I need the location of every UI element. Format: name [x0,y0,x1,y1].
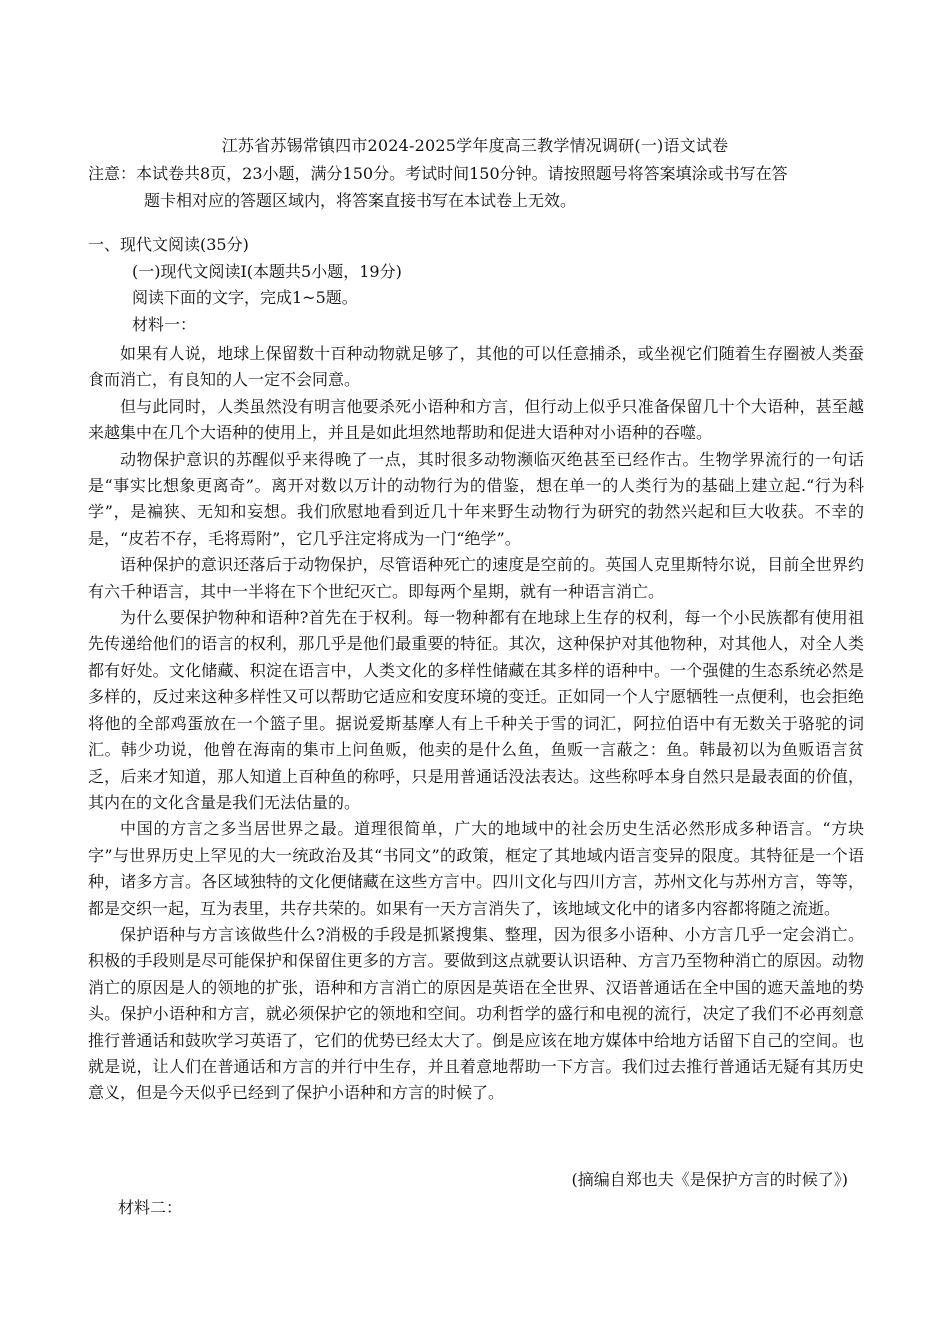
material-one-label: 材料一： [132,314,197,334]
section-heading-block [88,232,894,338]
material-two-label: 材料二： [118,1198,183,1217]
paragraph: 如果有人说，地球上保留数十百种动物就足够了，其他的可以任意捕杀，或坐视它们随着生存圈被人类蚕食而消亡，有良知的人一定不会同意。 [88,344,864,390]
reading-instruction: 阅读下面的文字，完成1~5题。 [132,288,358,307]
subsection-heading: (一)现代文阅读Ⅰ(本题共5小题，19分) [132,261,402,281]
paragraph: 但与此同时，人类虽然没有明言他要杀死小语种和方言，但行动上似乎只准备保留几十个大语种，甚至越来越集中在几个大语种的使用上，并且是如此坦然地帮助和促进大语种对小语种的吞噬。 [88,396,864,443]
section-heading: 一、现代文阅读(35分) [88,235,249,254]
paragraph: 中国的方言之多当居世界之最。道理很简单，广大的地域中的社会历史生活必然形成多种语言。“方块字”与世界历史上罕见的大一统政治及其“书同文”的政策，框定了其地域内语言变异的限度。其特征是一个语种，诸多方言。各区域独特的文化便储藏在这些方言中。四川文化与四川方言，苏州文化与苏州方言，等等，都是交织一起，互为表里，共存共荣的。如果有一天方言消失了，该地域文化中的诸多内容都将随之流逝。 [88,819,864,918]
material-one-text [88,341,864,1107]
paragraph: 为什么要保护物种和语种?首先在于权利。每一物种都有在地球上生存的权利，每一个小民族都有使用祖先传递给他们的语言的权利，那几乎是他们最重要的特征。其次，这种保护对其他物种，对其他人，对全人类都有好处。文化储藏、积淀在语言中，人类文化的多样性储藏在其多样的语种中。一个强健的生态系统必然是多样的，反过来这种多样性又可以帮助它适应和安度环境的变迁。正如同一个人宁愿牺牲一点便利，也会拒绝将他的全部鸡蛋放在一个篮子里。据说爱斯基摩人有上千种关于雪的词汇，阿拉伯语中有无数关于骆驼的词汇。韩少功说，他曾在海南的集市上问鱼贩，他卖的是什么鱼，鱼贩一言蔽之：鱼。韩最初以为鱼贩语言贫乏，后来才知道，那人知道上百种鱼的称呼，只是用普通话没法表达。这些称呼本身自然只是最表面的价值，其内在的文化含量是我们无法估量的。 [88,608,864,812]
paragraph: 动物保护意识的苏醒似乎来得晚了一点，其时很多动物濒临灭绝甚至已经作古。生物学界流行的一句话是“事实比想象更离奇”。离开对数以万计的动物行为的借鉴，想在单一的人类行为的基础上建立起.“行为科学”，是褊狭、无知和妄想。我们欣慰地看到近几十年来野生动物行为研究的勃然兴起和巨大收获。不幸的是，“皮若不存，毛将焉附”，它几乎注定将成为一门“绝学”。 [88,449,864,548]
source-citation: (摘编自郑也夫《是保护方言的时候了》) [571,1170,848,1189]
paragraph: 保护语种与方言该做些什么?消极的手段是抓紧搜集、整理，因为很多小语种、小方言几乎一定会消亡。积极的手段则是尽可能保护和保留住更多的方言。要做到这点就要认识语种、方言乃至物种消亡的原因。动物消亡的原因是人的领地的扩张，语种和方言消亡的原因是英语在全世界、汉语普通话在全中国的遮天盖地的势头。保护小语种和方言，就必须保护它的领地和空间。功利哲学的盛行和电视的流行，决定了我们不必再刻意推行普通话和鼓吹学习英语了，它们的优势已经太大了。倒是应该在地方媒体中给地方话留下自己的空间。也就是说，让人们在普通话和方言的并行中生存，并且着意地帮助一下方言。我们过去推行普通话无疑有其历史意义，但是今天似乎已经到了保护小语种和方言的时候了。 [88,924,864,1103]
exam-notice [88,160,894,214]
exam-title: 江苏省苏锡常镇四市2024-2025学年度高三教学情况调研(一)语文试卷 [221,136,729,155]
notice-line-1: 注意：本试卷共8页，23小题，满分150分。考试时间150分钟。请按照题号将答案填涂或书写在答 [88,164,788,183]
notice-line-2: 题卡相对应的答题区域内，将答案直接书写在本试卷上无效。 [144,191,577,210]
paragraph: 语种保护的意识还落后于动物保护，尽管语种死亡的速度是空前的。英国人克里斯特尔说，目前全世界约有六千种语言，其中一半将在下个世纪灭亡。即每两个星期，就有一种语言消亡。 [88,555,864,601]
